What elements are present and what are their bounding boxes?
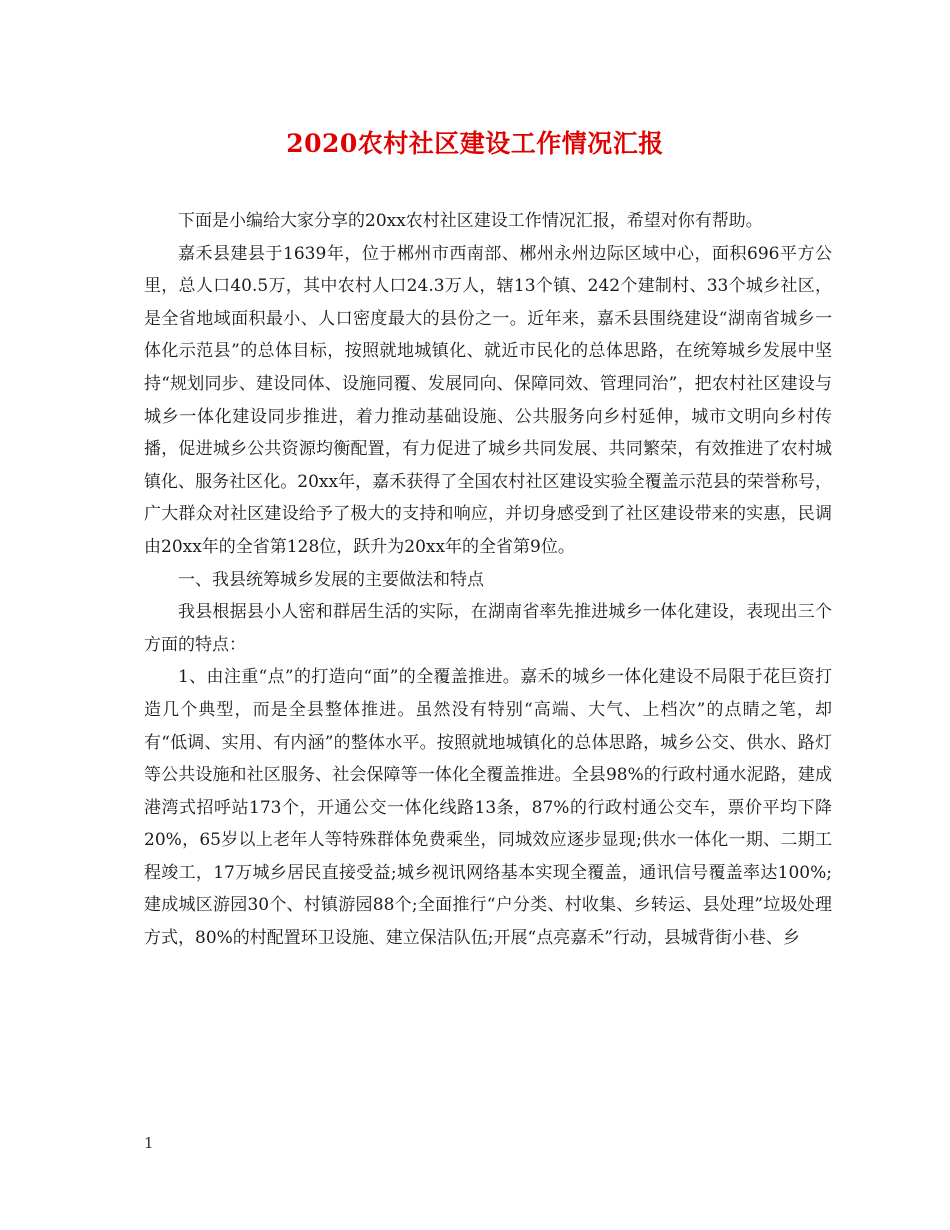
paragraph-features: 我县根据县小人密和群居生活的实际，在湖南省率先推进城乡一体化建设，表现出三个方面的特点： bbox=[144, 602, 832, 655]
paragraph-intro: 下面是小编给大家分享的20xx农村社区建设工作情况汇报，希望对你有帮助。 bbox=[178, 211, 763, 231]
section-heading: 一、我县统筹城乡发展的主要做法和特点 bbox=[178, 569, 484, 590]
paragraph-overview: 嘉禾县建县于1639年，位于郴州市西南部、郴州永州边际区域中心，面积696平方公里，总人口40.5万，其中农村人口24.3万人，辖13个镇、242个建制村、33个城乡社区，是全省地域面积最小、人口密度最大的县份之一。近年来，嘉禾县围绕建设“湖南省城乡一体化示范县”的总体目标，按照就地城镇化、就近市民化的总体思路，在统筹城乡发展中坚持“规划同步、建设同体、设施同覆、发展同向、保障同效、管理同治”，把农村社区建设与城乡一体化建设同步推进，着力推动基础设施、公共服务向乡村延伸，城市文明向乡村传播，促进城乡公共资源均衡配置，有力促进了城乡共同发展、共同繁荣，有效推进了农村城镇化、服务社区化。20xx年，嘉禾获得了全国农村社区建设实验全覆盖示范县的荣誉称号，广大群众对社区建设给予了极大的支持和响应，并切身感受到了社区建设带来的实惠，民调由20xx年的全省第128位，跃升为20xx年的全省第9位。 bbox=[144, 243, 832, 557]
page-number: 1 bbox=[144, 1134, 154, 1152]
page-title: 2020农村社区建设工作情况汇报 bbox=[286, 129, 664, 158]
paragraph-point-1: 1、由注重“点”的打造向“面”的全覆盖推进。嘉禾的城乡一体化建设不局限于花巨资打造几个典型，而是全县整体推进。虽然没有特别“高端、大气、上档次”的点睛之笔，却有“低调、实用、有内涵”的整体水平。按照就地城镇化的总体思路，城乡公交、供水、路灯等公共设施和社区服务、社会保障等一体化全覆盖推进。全县98%的行政村通水泥路，建成港湾式招呼站173个，开通公交一体化线路13条，87%的行政村通公交车，票价平均下降20%，65岁以上老年人等特殊群体免费乘坐，同城效应逐步显现;供水一体化一期、二期工程竣工，17万城乡居民直接受益;城乡视讯网络基本实现全覆盖，通讯信号覆盖率达100%;建成城区游园30个、村镇游园88个;全面推行“户分类、村收集、乡转运、县处理”垃圾处理方式，80%的村配置环卫设施、建立保洁队伍;开展“点亮嘉禾”行动，县城背街小巷、乡 bbox=[144, 667, 832, 949]
document-body bbox=[144, 205, 832, 955]
